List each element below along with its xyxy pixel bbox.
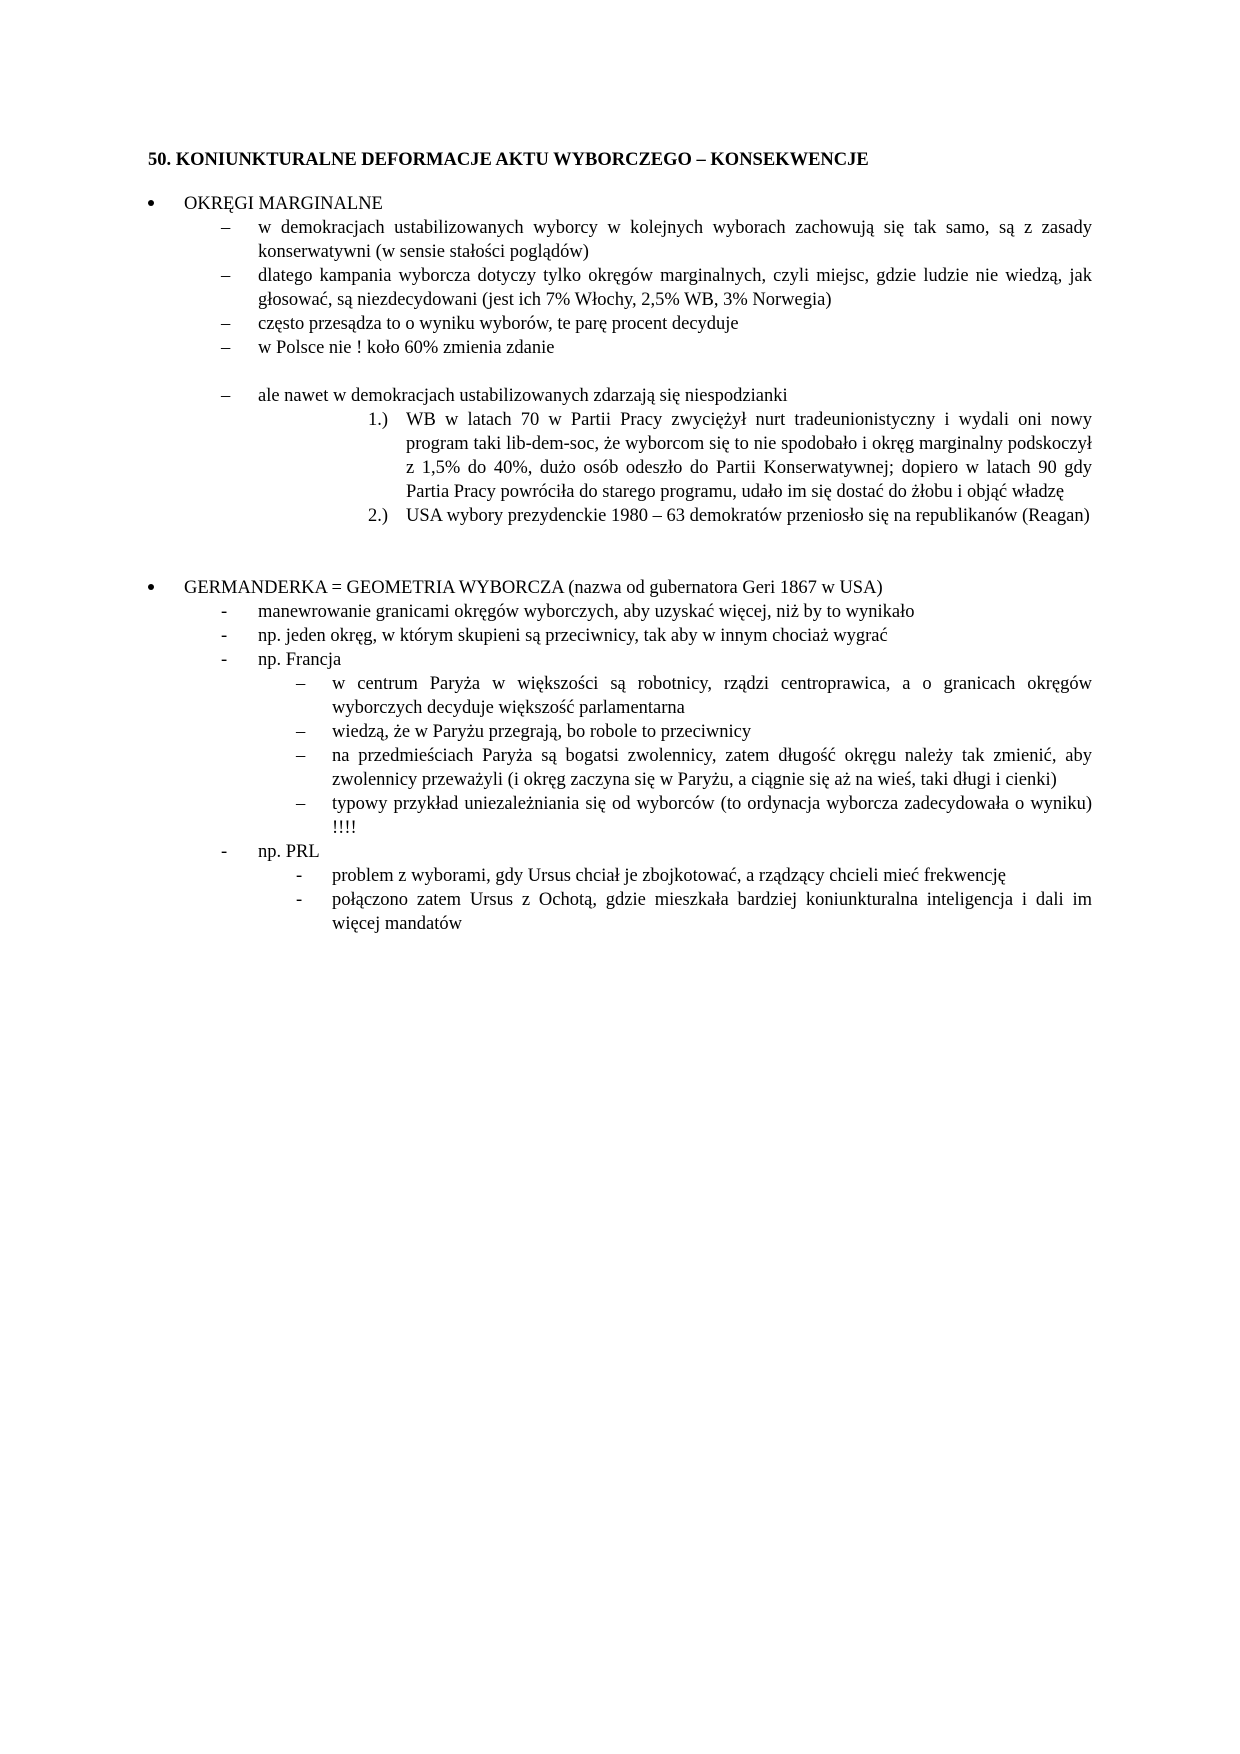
bullet-icon bbox=[148, 576, 184, 600]
list-item bbox=[148, 648, 1092, 672]
list-item-text: często przesądza to o wyniku wyborów, te parę procent decyduje bbox=[258, 314, 739, 334]
spacer bbox=[148, 360, 1092, 384]
spacer bbox=[148, 528, 1092, 576]
section-heading: OKRĘGI MARGINALNE bbox=[184, 194, 383, 214]
dash-marker: – bbox=[221, 218, 231, 238]
numbered-item-text: WB w latach 70 w Partii Pracy zwyciężył nurt tradeunionistyczny i wydali oni nowy program taki lib-dem-soc, że wyborcom się to nie spodobało i okręg marginalny podskoczył z 1,5% do 40%, dużo osób odeszło do Partii Konserwatywnej; dopiero w latach 90 gdy Partia Pracy powróciła do starego programu, udało im się dostać do żłobu i objąć władzę bbox=[406, 410, 1092, 502]
list-item-text: w demokracjach ustabilizowanych wyborcy w kolejnych wyborach zachowują się tak samo, są z zasady konserwatywni (w sensie stałości poglądów) bbox=[258, 218, 1092, 262]
list-item bbox=[148, 624, 1092, 648]
dash-marker: – bbox=[221, 338, 231, 358]
list-item bbox=[148, 264, 1092, 312]
numbered-item bbox=[148, 408, 1092, 504]
item-number: 2.) bbox=[368, 506, 389, 526]
dash-marker: – bbox=[296, 794, 306, 814]
dash-marker: – bbox=[296, 674, 306, 694]
document-title: 50. KONIUNKTURALNE DEFORMACJE AKTU WYBORCZEGO – KONSEKWENCJE bbox=[148, 150, 869, 170]
item-number: 1.) bbox=[368, 410, 389, 430]
bullet-icon bbox=[148, 192, 184, 216]
list-item bbox=[148, 216, 1092, 264]
dash-marker: – bbox=[221, 386, 231, 406]
sub-list-item bbox=[148, 744, 1092, 792]
list-item bbox=[148, 600, 1092, 624]
list-item-text: ale nawet w demokracjach ustabilizowanych zdarzają się niespodzianki bbox=[258, 386, 788, 406]
hyphen-marker: - bbox=[221, 626, 228, 646]
hyphen-marker: - bbox=[221, 842, 228, 862]
sub-list-item bbox=[148, 792, 1092, 840]
hyphen-marker: - bbox=[296, 866, 303, 886]
section-heading: GERMANDERKA = GEOMETRIA WYBORCZA (nazwa od gubernatora Geri 1867 w USA) bbox=[184, 578, 883, 598]
sub-list-item bbox=[148, 672, 1092, 720]
sub-list-item bbox=[148, 720, 1092, 744]
section-okregi-marginalne bbox=[148, 192, 1092, 216]
hyphen-marker: - bbox=[221, 650, 228, 670]
list-item bbox=[148, 336, 1092, 360]
dash-marker: – bbox=[221, 314, 231, 334]
dash-marker: – bbox=[221, 266, 231, 286]
sub-list-item-text: na przedmieściach Paryża są bogatsi zwolennicy, zatem długość okręgu należy tak zmienić, aby zwolennicy przeważyli (i okręg zaczyna się w Paryżu, a ciągnie się aż na wieś, taki długi i cienki) bbox=[332, 746, 1092, 790]
numbered-item bbox=[148, 504, 1092, 528]
list-item-text: w Polsce nie ! koło 60% zmienia zdanie bbox=[258, 338, 555, 358]
sub-list-item-text: w centrum Paryża w większości są robotnicy, rządzi centroprawica, a o granicach okręgów wyborczych decyduje większość parlamentarna bbox=[332, 674, 1092, 718]
list-item-text: np. PRL bbox=[258, 842, 320, 862]
hyphen-marker: - bbox=[296, 890, 303, 910]
sub-list-item-text: wiedzą, że w Paryżu przegrają, bo robole to przeciwnicy bbox=[332, 722, 752, 742]
list-item bbox=[148, 312, 1092, 336]
dash-marker: – bbox=[296, 722, 306, 742]
list-item-text: np. Francja bbox=[258, 650, 342, 670]
section-germanderka bbox=[148, 576, 1092, 600]
sub-list-item-text: typowy przykład uniezależniania się od wyborców (to ordynacja wyborcza zadecydowała o wyniku) !!!! bbox=[332, 794, 1092, 838]
dash-marker: – bbox=[296, 746, 306, 766]
list-item-text: manewrowanie granicami okręgów wyborczych, aby uzyskać więcej, niż by to wynikało bbox=[258, 602, 915, 622]
list-item bbox=[148, 384, 1092, 408]
list-item bbox=[148, 840, 1092, 864]
hyphen-marker: - bbox=[221, 602, 228, 622]
sub-list-item bbox=[148, 864, 1092, 888]
list-item-text: np. jeden okręg, w którym skupieni są przeciwnicy, tak aby w innym chociaż wygrać bbox=[258, 626, 888, 646]
sub-list-item-text: problem z wyborami, gdy Ursus chciał je zbojkotować, a rządzący chcieli mieć frekwencję bbox=[332, 866, 1006, 886]
numbered-item-text: USA wybory prezydenckie 1980 – 63 demokratów przeniosło się na republikanów (Reagan) bbox=[406, 506, 1090, 526]
list-item-text: dlatego kampania wyborcza dotyczy tylko okręgów marginalnych, czyli miejsc, gdzie ludzie nie wiedzą, jak głosować, są niezdecydowani (jest ich 7% Włochy, 2,5% WB, 3% Norwegia) bbox=[258, 266, 1092, 310]
document-content bbox=[148, 148, 1092, 936]
sub-list-item bbox=[148, 888, 1092, 936]
sub-list-item-text: połączono zatem Ursus z Ochotą, gdzie mieszkała bardziej koniunkturalna inteligencja i dali im więcej mandatów bbox=[332, 890, 1092, 934]
